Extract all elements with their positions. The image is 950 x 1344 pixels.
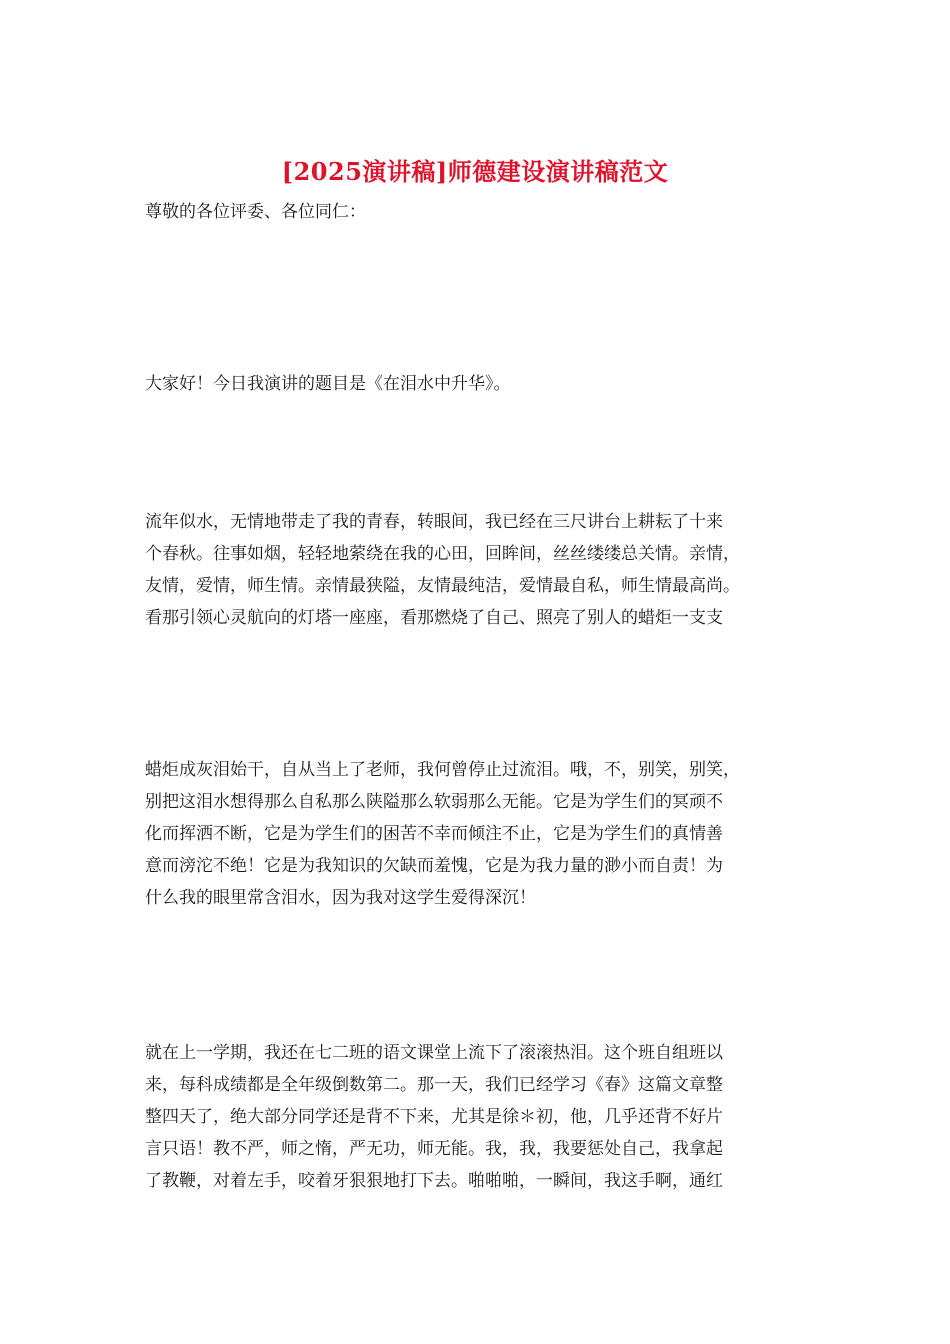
paragraph-line: 流年似水，无情地带走了我的青春，转眼间，我已经在三尺讲台上耕耘了十来: [145, 512, 723, 532]
greeting-line: 尊敬的各位评委、各位同仁：: [145, 202, 366, 222]
paragraph-4: [145, 1037, 815, 1197]
paragraph-line: 大家好！今日我演讲的题目是《在泪水中升华》。: [145, 374, 511, 394]
paragraph-line: 友情，爱情，师生情。亲情最狭隘，友情最纯洁，爱情最自私，师生情最高尚。: [145, 576, 740, 596]
paragraph-line: 言只语！教不严，师之惰，严无功，师无能。我，我，我要惩处自己，我拿起: [145, 1139, 723, 1159]
paragraph-line: 来，每科成绩都是全年级倒数第二。那一天，我们已经学习《春》这篇文章整: [145, 1075, 723, 1095]
paragraph-line: 别把这泪水想得那么自私那么陕隘那么软弱那么无能。它是为学生们的冥顽不: [145, 792, 723, 812]
document-title: [2025演讲稿]师德建设演讲稿范文: [281, 157, 669, 186]
paragraph-2: [145, 506, 815, 634]
paragraph-line: 了教鞭，对着左手，咬着牙狠狠地打下去。啪啪啪，一瞬间，我这手啊，通红: [145, 1171, 723, 1191]
paragraph-line: 化而挥洒不断，它是为学生们的困苦不幸而倾注不止，它是为学生们的真情善: [145, 824, 723, 844]
paragraph-line: 意而滂沱不绝！它是为我知识的欠缺而羞愧，它是为我力量的渺小而自责！为: [145, 856, 723, 876]
paragraph-line: 个春秋。往事如烟，轻轻地萦绕在我的心田，回眸间，丝丝缕缕总关情。亲情，: [145, 544, 740, 564]
paragraph-line: 整四天了，绝大部分同学还是背不下来，尤其是徐＊初，他，几乎还背不好片: [145, 1107, 723, 1127]
paragraph-1: [145, 368, 815, 400]
paragraph-line: 看那引领心灵航向的灯塔一座座，看那燃烧了自己、照亮了别人的蜡炬一支支: [145, 608, 723, 628]
paragraph-line: 蜡炬成灰泪始干，自从当上了老师，我何曾停止过流泪。哦，不，别笑，别笑，: [145, 760, 740, 780]
paragraph-3: [145, 754, 815, 914]
paragraph-line: 什么我的眼里常含泪水，因为我对这学生爱得深沉！: [145, 888, 536, 908]
paragraph-line: 就在上一学期，我还在七二班的语文课堂上流下了滚滚热泪。这个班自组班以: [145, 1043, 723, 1063]
